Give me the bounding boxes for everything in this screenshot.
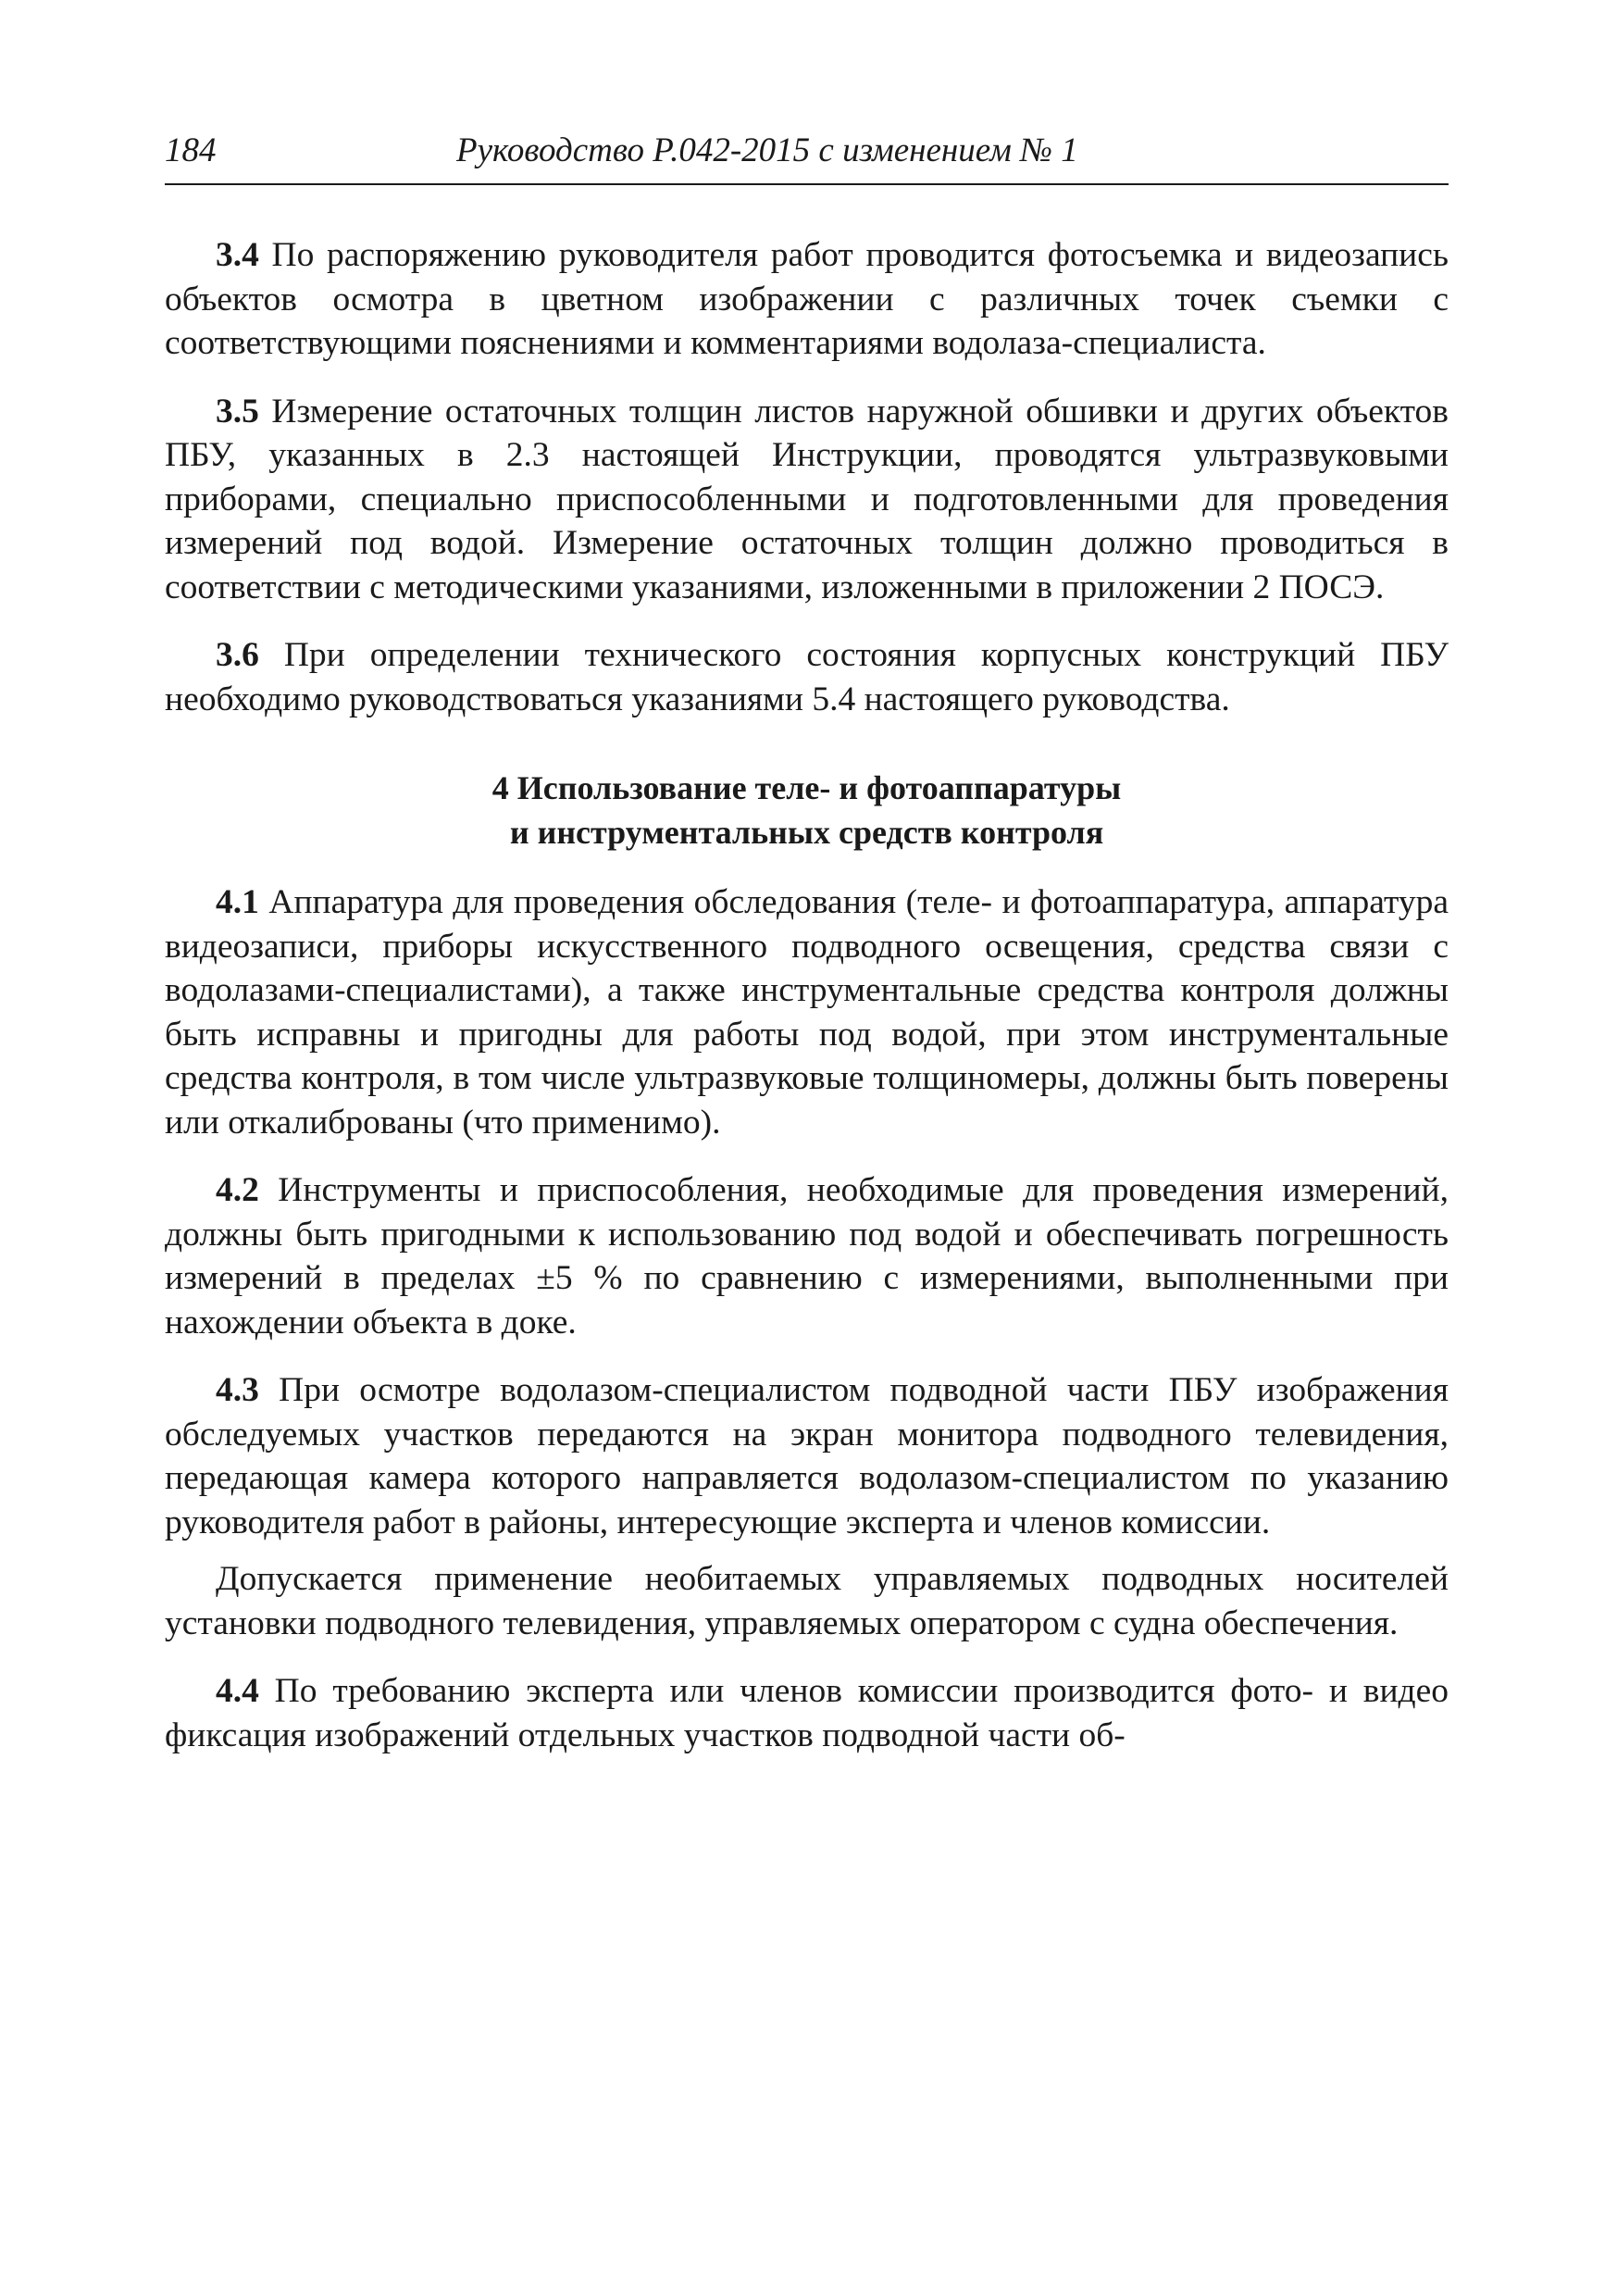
paragraph-4-3 <box>165 1368 1449 1544</box>
document-title: Руководство Р.042-2015 с изменением № 1 <box>456 131 1078 169</box>
clause-number: 4.2 <box>216 1171 259 1209</box>
section-heading-line-1: 4 Использование теле- и фотоаппаратуры <box>491 769 1122 806</box>
paragraph-4-4 <box>165 1669 1449 1757</box>
clause-number: 4.4 <box>216 1672 259 1710</box>
section-heading <box>165 766 1449 855</box>
page-content <box>165 233 1449 1757</box>
document-page <box>165 128 1449 1781</box>
clause-number: 4.1 <box>216 883 259 921</box>
paragraph-text: Допускается применение необитаемых управляемых подводных носителей установки подводного телевидения, управляемых оператором с судна обеспечения. <box>165 1560 1449 1642</box>
paragraph-3-5 <box>165 390 1449 610</box>
clause-number: 3.5 <box>216 392 259 430</box>
paragraph-3-4 <box>165 233 1449 366</box>
paragraph-text: По требованию эксперта или членов комиссии производится фото- и видео фиксация изображений отдельных участков подводной части об- <box>165 1672 1449 1754</box>
paragraph-4-1 <box>165 880 1449 1144</box>
page-number: 184 <box>165 131 217 169</box>
clause-number: 3.6 <box>216 636 259 674</box>
paragraph-text: Аппаратура для проведения обследования (теле- и фотоаппаратура, аппаратура видеозаписи, приборы искусственного подводного освещения, средства связи с водолазами-специалистами), а также инструментальные средства контроля должны быть исправны и пригодны для работы под водой, при этом инструментальные средства контроля, в том числе ультразвуковые толщиномеры, должны быть поверены или откалиброваны (что применимо). <box>165 883 1449 1142</box>
paragraph-text: При определении технического состояния корпусных конструкций ПБУ необходимо руководствоваться указаниями 5.4 настоящего руководства. <box>165 636 1449 718</box>
paragraph-text: По распоряжению руководителя работ проводится фотосъемка и видеозапись объектов осмотра в цветном изображении с различных точек съемки с соответствующими пояснениями и комментариями водолаза-специалиста. <box>165 236 1449 362</box>
paragraph-text: При осмотре водолазом-специалистом подводной части ПБУ изображения обследуемых участков передаются на экран монитора подводного телевидения, передающая камера которого направляется водолазом-специалистом по указанию руководителя работ в районы, интересующие эксперта и членов комиссии. <box>165 1371 1449 1541</box>
clause-number: 4.3 <box>216 1371 259 1409</box>
paragraph-text: Инструменты и приспособления, необходимые для проведения измерений, должны быть пригодными к использованию под водой и обеспечивать погрешность измерений в пределах ±5 % по сравнению с измерениями, выполненными при нахождении объекта в доке. <box>165 1171 1449 1341</box>
paragraph-4-2 <box>165 1168 1449 1344</box>
running-header <box>165 128 1449 185</box>
paragraph-4-3-continued <box>165 1557 1449 1645</box>
paragraph-3-6 <box>165 633 1449 721</box>
section-heading-line-2: и инструментальных средств контроля <box>509 814 1104 851</box>
paragraph-text: Измерение остаточных толщин листов наружной обшивки и других объектов ПБУ, указанных в 2.3 настоящей Инструкции, проводятся ультразвуковыми приборами, специально приспособленными и подготовленными для проведения измерений под водой. Измерение остаточных толщин должно проводиться в соответствии с методическими указаниями, изложенными в приложении 2 ПОСЭ. <box>165 392 1449 606</box>
clause-number: 3.4 <box>216 236 259 274</box>
